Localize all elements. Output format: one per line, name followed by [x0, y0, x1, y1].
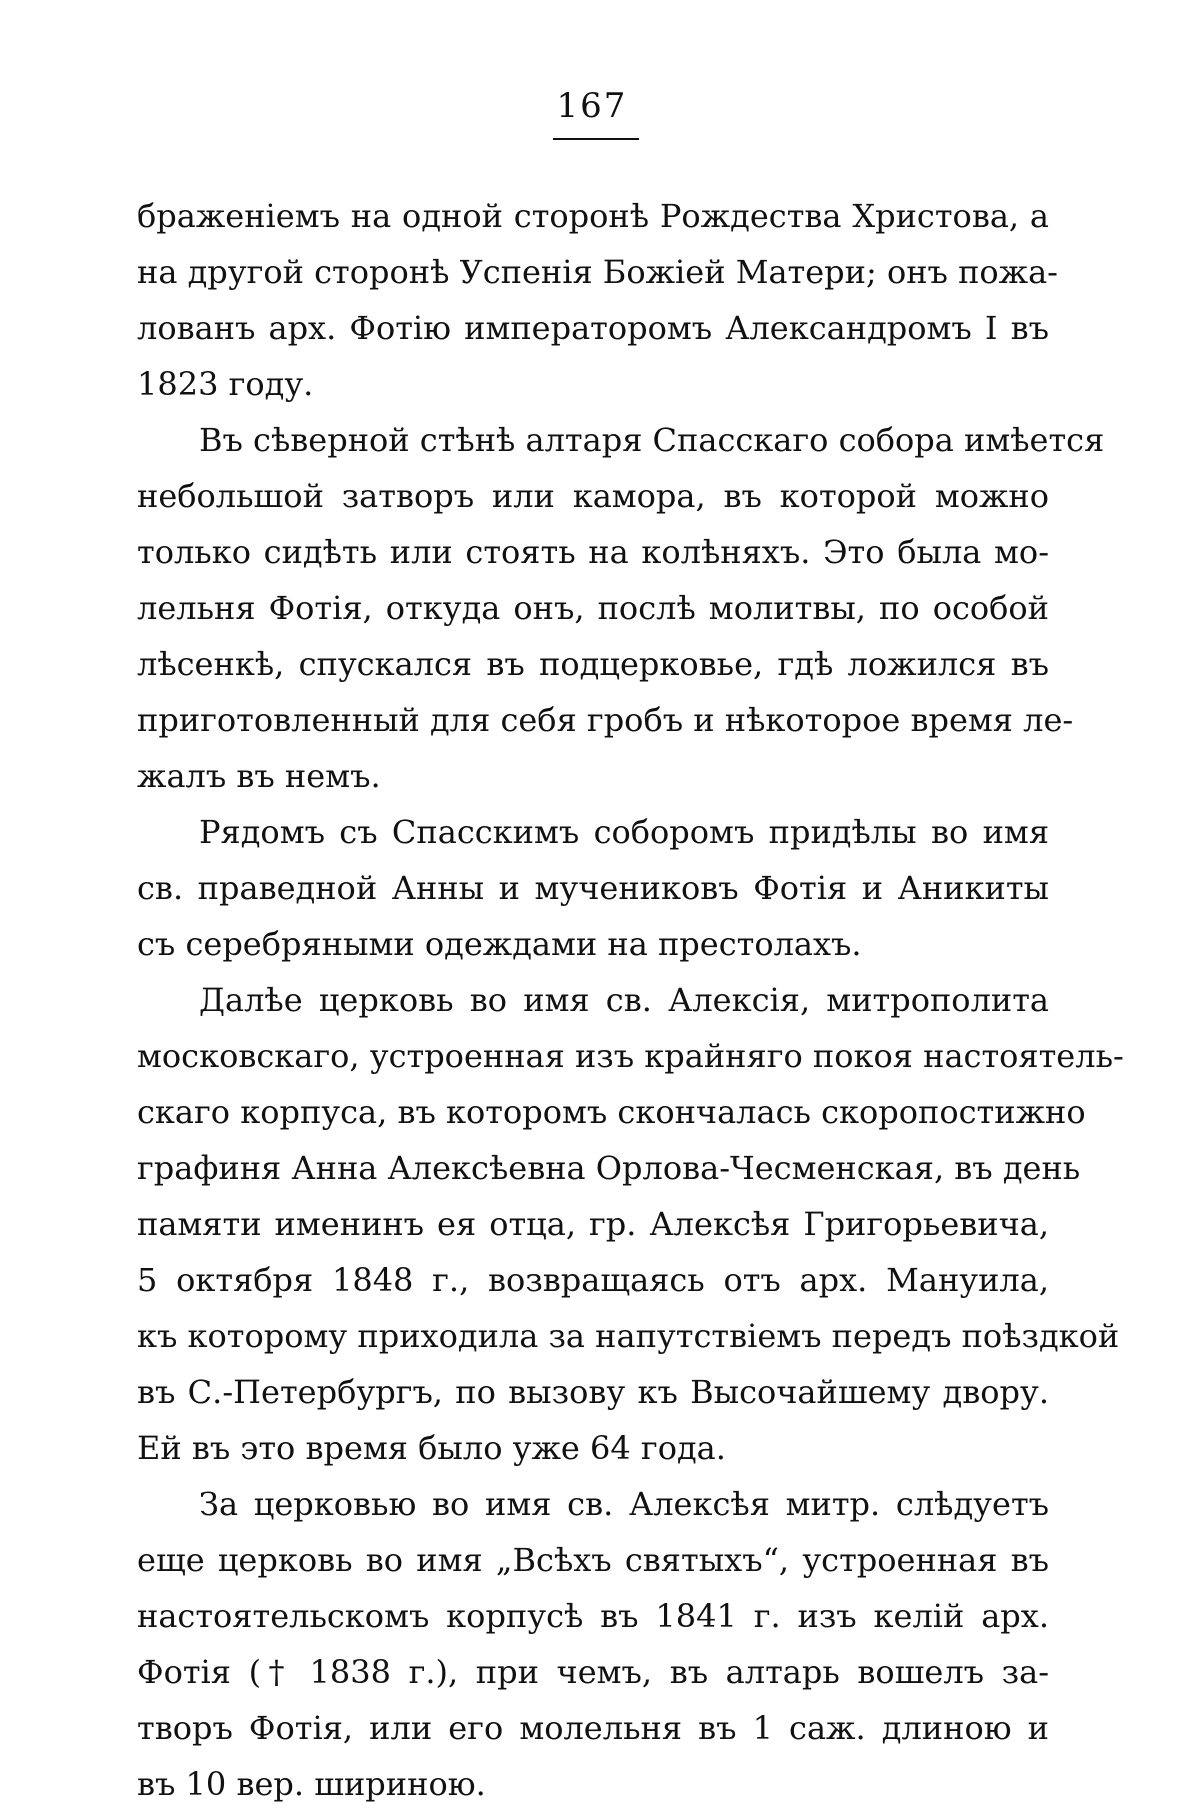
paragraph — [137, 1476, 1049, 1812]
text-line: небольшой затворъ или камора, въ которой можно — [137, 477, 1049, 515]
text-line: лѣсенкѣ, спускался въ подцерковье, гдѣ ложился въ — [137, 645, 1049, 683]
paragraph — [137, 972, 1124, 1476]
text-line: въ С.-Петербургъ, по вызову къ Высочайшему двору. — [137, 1373, 1049, 1411]
text-line: Ей въ это время было уже 64 года. — [137, 1429, 726, 1467]
text-line: 1823 году. — [137, 365, 314, 403]
text-line: Далѣе церковь во имя св. Алексiя, митрополита — [199, 981, 1049, 1019]
text-line: еще церковь во имя „Всѣхъ святыхъ“, устроенная въ — [137, 1541, 1049, 1579]
text-line: жалъ въ немъ. — [137, 757, 381, 795]
text-line: памяти именинъ ея отца, гр. Алексѣя Григорьевича, — [137, 1205, 1049, 1243]
text-line: лельня Фотiя, откуда онъ, послѣ молитвы, по особой — [137, 589, 1049, 627]
text-line: настоятельскомъ корпусѣ въ 1841 г. изъ келiй арх. — [137, 1597, 1049, 1635]
text-line: св. праведной Анны и мучениковъ Фотiя и Аникиты — [137, 869, 1049, 907]
text-line: на другой сторонѣ Успенiя Божiей Матери; онъ пожа- — [137, 253, 1058, 291]
text-line: Рядомъ съ Спасскимъ соборомъ придѣлы во имя — [199, 813, 1049, 851]
text-line: въ 10 вер. шириною. — [137, 1765, 486, 1803]
body-text — [137, 188, 1124, 1812]
text-line: творъ Фотiя, или его молельня въ 1 саж. длиною и — [137, 1709, 1049, 1747]
text-line: 5 октября 1848 г., возвращаясь отъ арх. Мануила, — [137, 1261, 1049, 1299]
text-line: московскаго, устроенная изъ крайняго покоя настоятель- — [137, 1037, 1124, 1075]
text-line: графиня Анна Алексѣевна Орлова-Чесменская, въ день — [137, 1149, 1081, 1187]
text-line: къ которому приходила за напутствiемъ передъ поѣздкой — [137, 1317, 1120, 1355]
page-number: 167 — [556, 86, 628, 126]
text-line: Фотiя († 1838 г.), при чемъ, въ алтарь вошелъ за- — [137, 1653, 1049, 1691]
text-line: Въ сѣверной стѣнѣ алтаря Спасскаго собора имѣется — [199, 421, 1105, 459]
text-line: скаго корпуса, въ которомъ скончалась скоропостижно — [137, 1093, 1086, 1131]
text-line: съ серебряными одеждами на престолахъ. — [137, 925, 862, 963]
paragraph — [137, 804, 1049, 972]
text-line: За церковью во имя св. Алексѣя митр. слѣдуетъ — [199, 1485, 1049, 1523]
text-line: лованъ арх. Фотiю императоромъ Александромъ I въ — [137, 309, 1049, 347]
text-line: только сидѣть или стоять на колѣняхъ. Это была мо- — [137, 533, 1049, 571]
text-line: приготовленный для себя гробъ и нѣкоторое время ле- — [137, 701, 1074, 739]
paragraph — [137, 412, 1105, 804]
page-number-rule — [553, 138, 639, 140]
text-line: браженiемъ на одной сторонѣ Рождества Христова, а — [137, 197, 1049, 235]
paragraph — [137, 188, 1058, 412]
